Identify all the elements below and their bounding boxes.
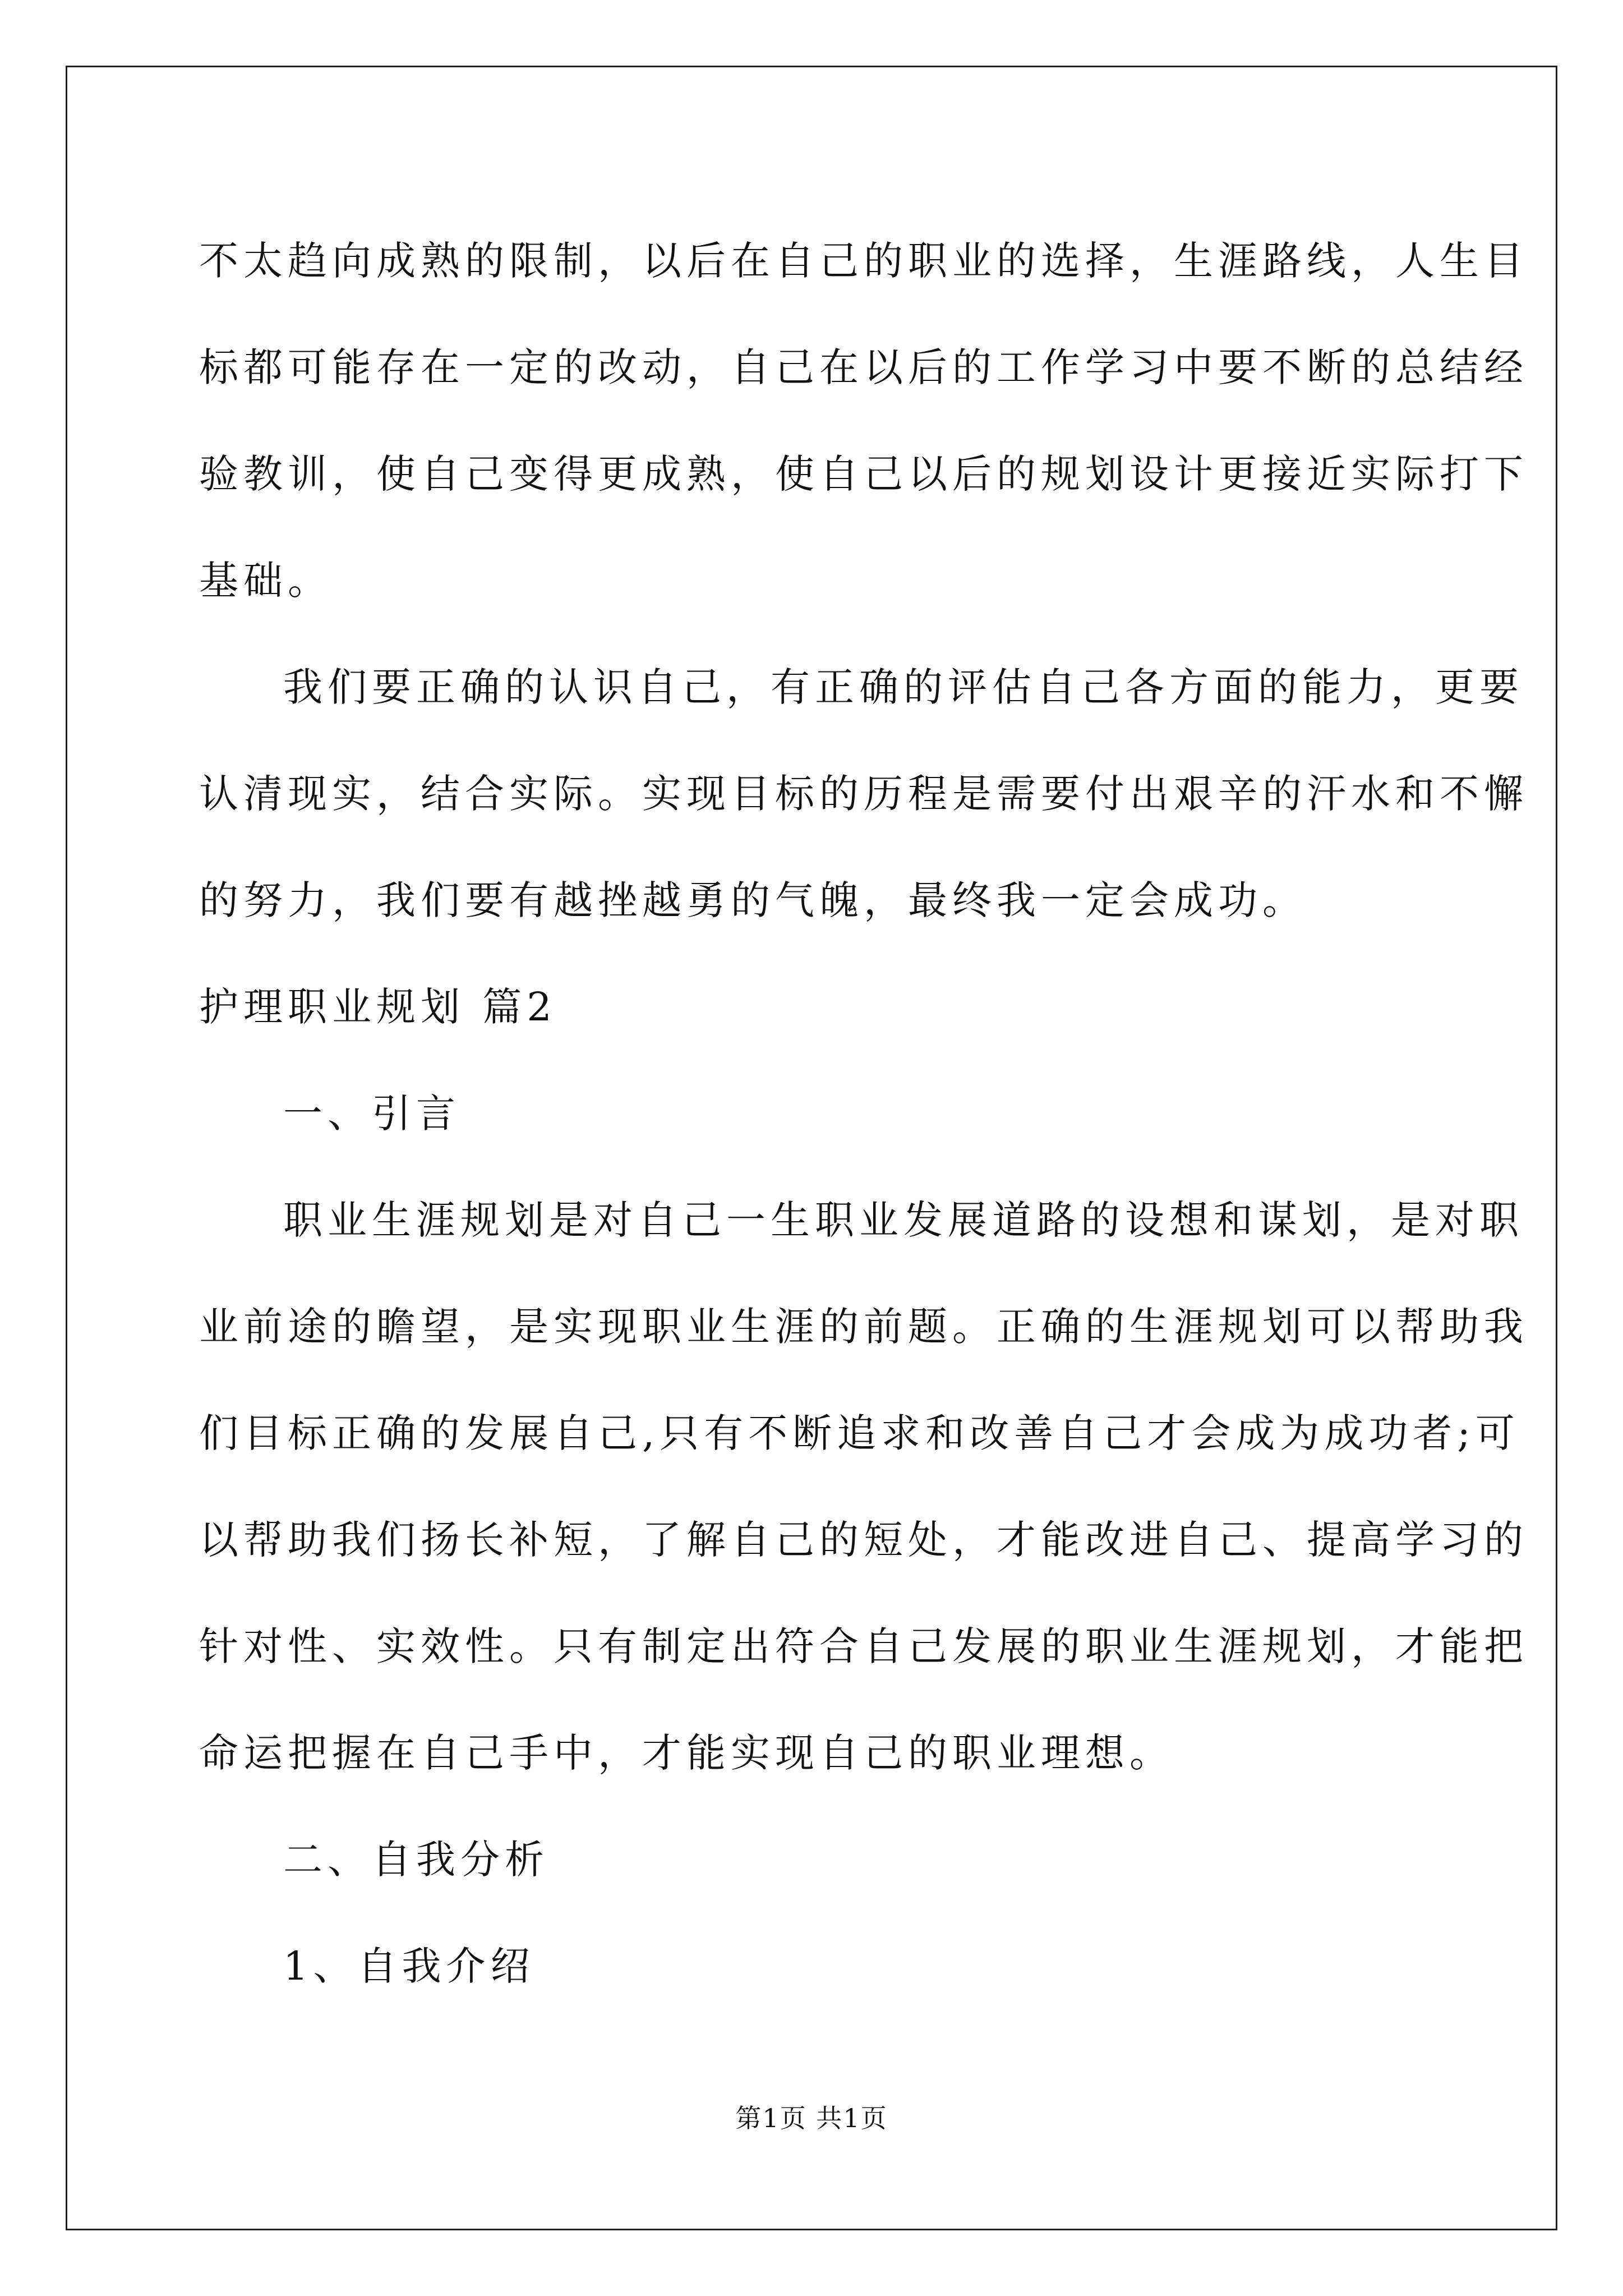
paragraph-2-line-2: 认清现实，结合实际。实现目标的历程是需要付出艰辛的汗水和不懈	[199, 771, 1528, 817]
paragraph-2-line-3: 的努力，我们要有越挫越勇的气魄，最终我一定会成功。	[199, 877, 1307, 923]
page-number-footer: 第1页 共1页	[735, 2103, 888, 2133]
paragraph-3-line-3: 们目标正确的发展自己,只有不断追求和改善自己才会成为成功者;可	[199, 1410, 1520, 1456]
heading-self-intro: 1、自我介绍	[283, 1943, 535, 1989]
paragraph-1-line-3: 验教训，使自己变得更成熟，使自己以后的规划设计更接近实际打下	[199, 451, 1528, 497]
document-body	[199, 208, 1528, 2019]
paragraph-3-line-6: 命运把握在自己手中，才能实现自己的职业理想。	[199, 1730, 1174, 1776]
paragraph-3-line-1: 职业生涯规划是对自己一生职业发展道路的设想和谋划，是对职	[283, 1197, 1524, 1243]
paragraph-1-line-4: 基础。	[199, 558, 332, 604]
paragraph-3-line-5: 针对性、实效性。只有制定出符合自己发展的职业生涯规划，才能把	[199, 1623, 1528, 1669]
section-title: 护理职业规划 篇2	[199, 984, 557, 1030]
paragraph-3-line-2: 业前途的瞻望，是实现职业生涯的前题。正确的生涯规划可以帮助我	[199, 1304, 1528, 1350]
paragraph-3-line-4: 以帮助我们扬长补短，了解自己的短处，才能改进自己、提高学习的	[199, 1517, 1528, 1563]
paragraph-1-line-2: 标都可能存在一定的改动，自己在以后的工作学习中要不断的总结经	[199, 344, 1528, 390]
heading-self-analysis: 二、自我分析	[283, 1837, 549, 1883]
heading-intro: 一、引言	[283, 1091, 460, 1137]
paragraph-2-line-1: 我们要正确的认识自己，有正确的评估自己各方面的能力，更要	[283, 664, 1524, 710]
paragraph-1-line-1: 不太趋向成熟的限制，以后在自己的职业的选择，生涯路线，人生目	[199, 238, 1528, 284]
